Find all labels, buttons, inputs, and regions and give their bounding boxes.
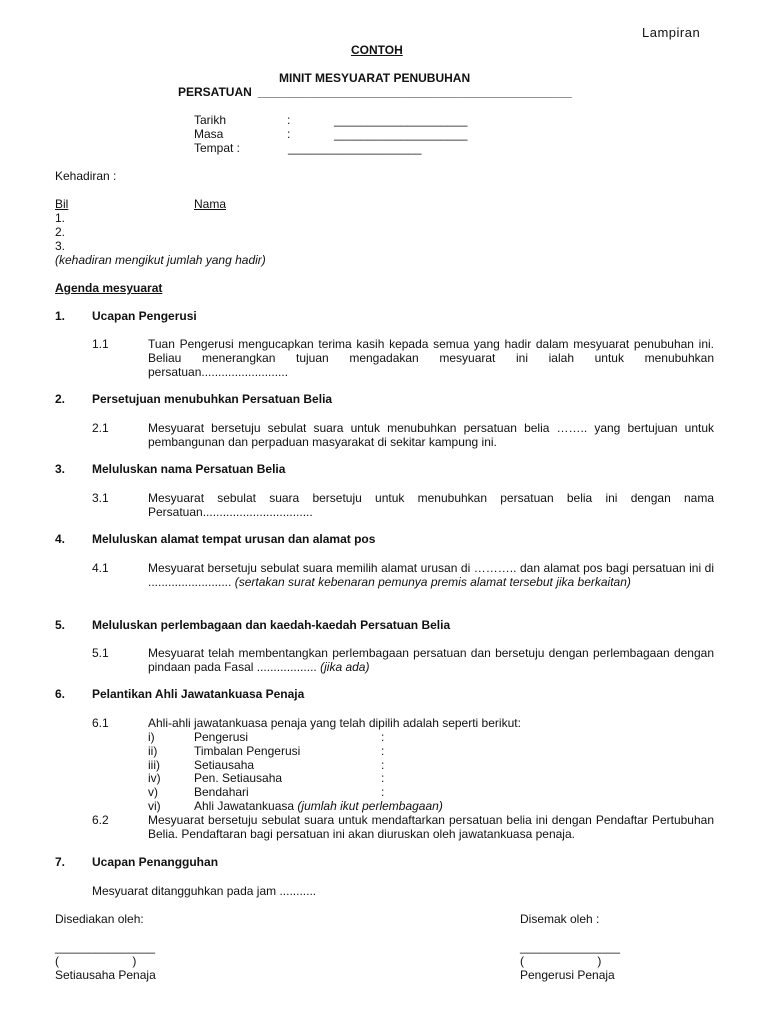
- signature-line-right: _______________: [520, 940, 621, 954]
- agenda-item-heading: Meluluskan nama Persatuan Belia: [92, 462, 286, 476]
- sub-item-number: 6.2: [92, 813, 109, 827]
- agenda-item-number: 1.: [55, 309, 66, 323]
- committee-colon: :: [381, 771, 385, 785]
- committee-colon: :: [381, 730, 385, 744]
- masa-colon: :: [287, 127, 291, 141]
- reviewed-by-label: Disemak oleh :: [520, 912, 600, 926]
- sub-item-number: 4.1: [92, 561, 109, 575]
- agenda-item-heading: Ucapan Pengerusi: [92, 309, 197, 323]
- agenda-item-heading: Meluluskan alamat tempat urusan dan alamat pos: [92, 532, 376, 546]
- agenda-title: Agenda mesyuarat: [55, 281, 163, 295]
- persatuan-label: PERSATUAN: [178, 85, 252, 99]
- agenda-item-number: 4.: [55, 532, 66, 546]
- sub-item-text: Mesyuarat bersetuju sebulat suara memilih alamat urusan di ……….. dan alamat pos bagi persatuan ini di ......................... (sertakan surat kebenaran pemunya premis alamat tersebut jika berkaitan): [148, 561, 714, 589]
- committee-role: Ahli Jawatankuasa (jumlah ikut perlembagaan): [194, 799, 443, 813]
- tempat-line: ____________________: [288, 141, 422, 155]
- committee-number: iv): [148, 771, 161, 785]
- prepared-by-label: Disediakan oleh:: [55, 912, 144, 926]
- sub-item-text: Mesyuarat sebulat suara bersetuju untuk menubuhkan persatuan belia ini dengan nama Persatuan.................................: [148, 491, 714, 519]
- committee-number: v): [148, 785, 158, 799]
- attendance-row: 2.: [55, 225, 66, 239]
- lampiran-label: Lampiran: [642, 25, 701, 40]
- committee-role: Setiausaha: [194, 758, 255, 772]
- persatuan-line: _______________________________________________: [258, 85, 572, 99]
- committee-number: ii): [148, 744, 158, 758]
- bil-header: Bil: [55, 197, 69, 211]
- tarikh-colon: :: [287, 113, 291, 127]
- sub-item-text: Mesyuarat telah membentangkan perlembagaan persatuan dan bersetuju dengan perlembagaan dengan pindaan pada Fasal .................. (jika ada): [148, 646, 714, 674]
- sub-item-text: Ahli-ahli jawatankuasa penaja yang telah dipilih adalah seperti berikut:: [148, 716, 521, 730]
- agenda-item-number: 2.: [55, 392, 66, 406]
- masa-label: Masa: [194, 127, 224, 141]
- attendance-row: 1.: [55, 211, 66, 225]
- pengerusi-role: Pengerusi Penaja: [520, 968, 615, 982]
- committee-number: i): [148, 730, 155, 744]
- sub-item-text: Mesyuarat bersetuju sebulat suara untuk menubuhkan persatuan belia …….. yang bertujuan untuk pembangunan dan perpaduan masyarakat di sekitar kampung ini.: [148, 421, 714, 449]
- agenda-item-number: 6.: [55, 687, 66, 701]
- signature-line-left: _______________: [55, 940, 156, 954]
- adjournment-text: Mesyuarat ditangguhkan pada jam ...........: [92, 884, 317, 898]
- sub-item-number: 5.1: [92, 646, 109, 660]
- name-brackets-right: ( ): [520, 954, 602, 968]
- setiausaha-role: Setiausaha Penaja: [55, 968, 156, 982]
- agenda-item-heading: Persetujuan menubuhkan Persatuan Belia: [92, 392, 333, 406]
- attendance-note: (kehadiran mengikut jumlah yang hadir): [55, 253, 266, 267]
- tarikh-line: ____________________: [334, 113, 468, 127]
- masa-line: ____________________: [334, 127, 468, 141]
- tarikh-label: Tarikh: [194, 113, 227, 127]
- sub-item-number: 3.1: [92, 491, 109, 505]
- attendance-row: 3.: [55, 239, 66, 253]
- sub-item-text: Mesyuarat bersetuju sebulat suara untuk mendaftarkan persatuan belia ini dengan Pendaftar Pertubuhan Belia. Pendaftaran bagi persatuan ini akan diuruskan oleh jawatankuasa penaja.: [148, 813, 714, 841]
- committee-colon: :: [381, 785, 385, 799]
- agenda-item-number: 5.: [55, 618, 66, 632]
- nama-header: Nama: [194, 197, 227, 211]
- tempat-label: Tempat :: [194, 141, 241, 155]
- sub-item-number: 2.1: [92, 421, 109, 435]
- committee-role: Pengerusi: [194, 730, 249, 744]
- sub-item-text: Tuan Pengerusi mengucapkan terima kasih kepada semua yang hadir dalam mesyuarat penubuhan ini. Beliau menerangkan tujuan mengadakan mesyuarat ini ialah untuk menubuhkan persatuan..........................: [148, 337, 714, 379]
- kehadiran-label: Kehadiran :: [55, 169, 117, 183]
- committee-role: Timbalan Pengerusi: [194, 744, 301, 758]
- sub-item-number: 1.1: [92, 337, 109, 351]
- agenda-item-heading: Meluluskan perlembagaan dan kaedah-kaedah Persatuan Belia: [92, 618, 451, 632]
- contoh-label: CONTOH: [351, 43, 403, 57]
- committee-role: Pen. Setiausaha: [194, 771, 283, 785]
- name-brackets-left: ( ): [55, 954, 137, 968]
- agenda-item-number: 3.: [55, 462, 66, 476]
- committee-number: vi): [148, 799, 161, 813]
- committee-colon: :: [381, 758, 385, 772]
- sub-item-number: 6.1: [92, 716, 109, 730]
- committee-role: Bendahari: [194, 785, 249, 799]
- committee-number: iii): [148, 758, 160, 772]
- document-title: MINIT MESYUARAT PENUBUHAN: [279, 71, 471, 85]
- agenda-item-heading: Pelantikan Ahli Jawatankuasa Penaja: [92, 687, 305, 701]
- agenda-item-heading: Ucapan Penangguhan: [92, 855, 219, 869]
- committee-colon: :: [381, 744, 385, 758]
- agenda-item-number: 7.: [55, 855, 66, 869]
